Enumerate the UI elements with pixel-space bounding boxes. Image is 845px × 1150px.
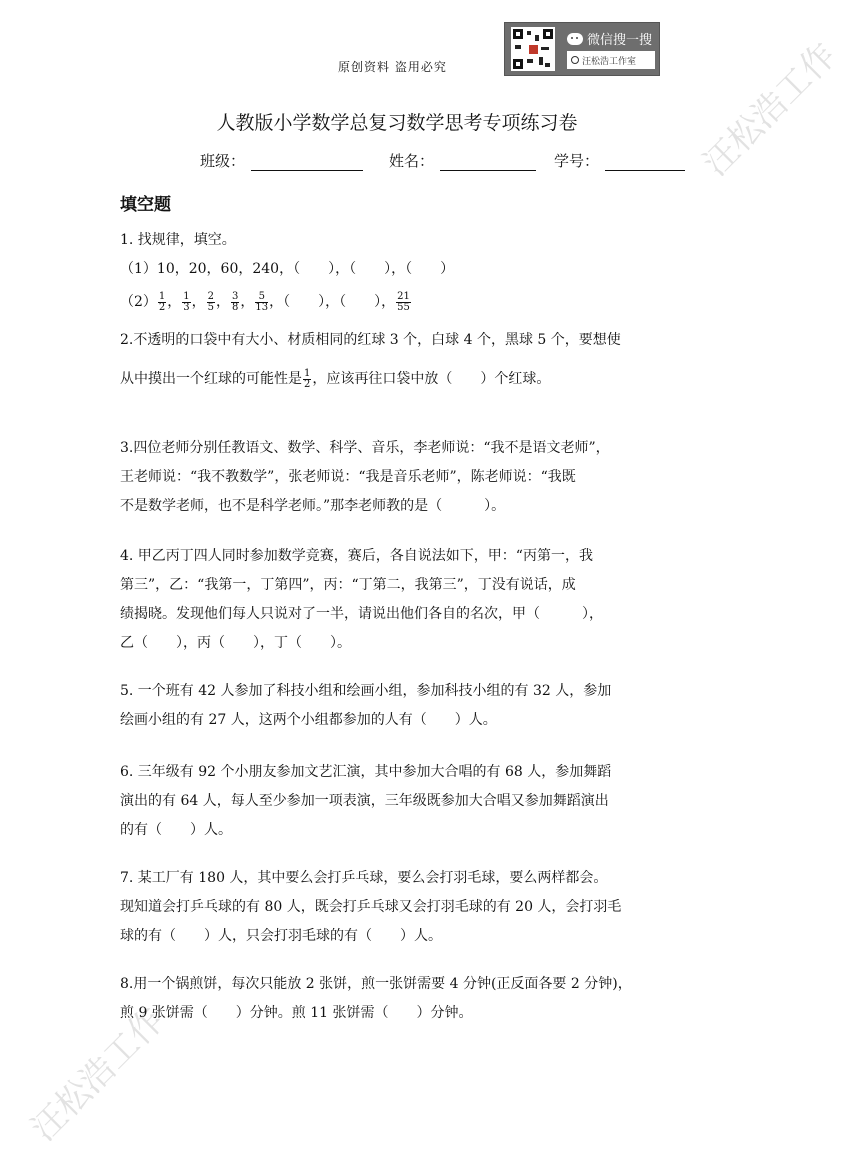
student-id-label: 学号： [554, 152, 600, 170]
q4-line3: 绩揭晓。发现他们每人只说对了一半，请说出他们各自的名次，甲（ ）， [120, 606, 603, 622]
q1-fraction: $\frac{5}{13}$ [255, 290, 269, 313]
question-6 [120, 758, 680, 845]
q2-line1: 2.不透明的口袋中有大小、材质相同的红球 3 个，白球 4 个，黑球 5 个，要想使 [120, 332, 621, 348]
name-blank[interactable] [440, 154, 536, 171]
q7-line3: 球的有（ ）人，只会打羽毛球的有（ ）人。 [120, 928, 442, 944]
search-icon [571, 56, 579, 64]
q8-line1: 8.用一个锅煎饼，每次只能放 2 张饼，煎一张饼需要 4 分钟(正反面各要 2 分钟)， [120, 976, 632, 992]
q5-line2: 绘画小组的有 27 人，这两个小组都参加的人有（ ）人。 [120, 712, 497, 728]
watermark-top-right: 汪松浩工作 [695, 35, 845, 184]
q1-stem: 1. 找规律，填空。 [120, 232, 236, 248]
q1-fraction: $\frac{2}{5}$ [207, 290, 215, 313]
header-note: 原创资料 盗用必究 [338, 60, 447, 74]
badge-title: 微信搜一搜 [587, 33, 653, 48]
q2-line2-text-b: ，应该再往口袋中放（ ）个红球。 [312, 371, 551, 387]
question-7 [120, 864, 680, 951]
q7-line1: 7. 某工厂有 180 人，其中要么会打乒乓球，要么会打羽毛球，要么两样都会。 [120, 870, 608, 886]
q6-line1: 6. 三年级有 92 个小朋友参加文艺汇演，其中参加大合唱的有 68 人，参加舞蹈 [120, 764, 612, 780]
q1-fraction: $\frac{3}{8}$ [232, 290, 239, 313]
q8-line2: 煎 9 张饼需（ ）分钟。煎 11 张饼需（ ）分钟。 [120, 1005, 473, 1021]
question-3 [120, 434, 680, 521]
document-title: 人教版小学数学总复习数学思考专项练习卷 [216, 112, 578, 134]
q4-line2: 第三”，乙：“我第一，丁第四”，丙：“丁第二，我第三”，丁没有说话，成 [120, 577, 576, 593]
wechat-search-badge[interactable] [504, 22, 660, 76]
q1-fraction: $\frac{1}{3}$ [183, 290, 190, 313]
q2-fraction: $\frac{1}{2}$ [304, 367, 311, 390]
class-field [200, 150, 363, 171]
q7-line2: 现知道会打乒乓球的有 80 人，既会打乒乓球又会打羽毛球的有 20 人，会打羽毛 [120, 899, 622, 915]
student-id-field [554, 150, 685, 171]
qr-center-logo [529, 45, 538, 54]
q4-line4: 乙（ ），丙（ ），丁（ ）。 [120, 635, 351, 651]
q1-fraction: $\frac{1}{2}$ [158, 290, 166, 313]
section-title: 填空题 [120, 195, 171, 215]
q1-fraction: $\frac{21}{55}$ [397, 290, 410, 313]
class-label: 班级： [200, 152, 246, 170]
wechat-icon [567, 33, 583, 45]
q3-line3: 不是数学老师，也不是科学老师。”那李老师教的是（ ）。 [120, 498, 506, 514]
name-label: 姓名： [389, 152, 435, 170]
question-5 [120, 677, 680, 735]
q1-part2: （2） $\frac{1}{2}$ ， $\frac{1}{3}$ ， $\frac{2}{5}$ ， $\frac{3}{8}$ ， $\frac{5}{13}$ ，（ ），（ ）， $\frac{21}{55}$ [120, 290, 410, 313]
question-1 [120, 226, 680, 317]
watermark-bottom-left: 汪松浩工作 [23, 1000, 173, 1149]
question-4 [120, 542, 680, 658]
q4-line1: 4. 甲乙丙丁四人同时参加数学竞赛，赛后，各自说法如下，甲：“丙第一，我 [120, 548, 593, 564]
class-blank[interactable] [251, 154, 363, 171]
q5-line1: 5. 一个班有 42 人参加了科技小组和绘画小组，参加科技小组的有 32 人，参加 [120, 683, 612, 699]
student-info-fields [200, 150, 685, 171]
q1-part2-prefix: （2） [120, 294, 157, 310]
student-id-blank[interactable] [605, 154, 685, 171]
question-8 [120, 970, 680, 1028]
q2-line2-text-a: 从中摸出一个红球的可能性是 [120, 371, 302, 387]
q3-line2: 王老师说：“我不教数学”，张老师说：“我是音乐老师”，陈老师说：“我既 [120, 469, 576, 485]
q6-line3: 的有（ ）人。 [120, 822, 232, 838]
badge-search-box[interactable] [567, 51, 655, 69]
q2-line2 [120, 365, 680, 394]
q1-part2-blanks: ，（ ），（ ）， [269, 294, 396, 310]
question-2 [120, 326, 680, 394]
q3-line1: 3.四位老师分别任教语文、数学、科学、音乐，李老师说：“我不是语文老师”， [120, 440, 610, 456]
name-field [389, 150, 536, 171]
qr-code-icon [511, 27, 555, 71]
q6-line2: 演出的有 64 人，每人至少参加一项表演，三年级既参加大合唱又参加舞蹈演出 [120, 793, 609, 809]
q1-part1: （1）10，20，60，240，（ ），（ ），（ ） [120, 261, 455, 277]
badge-search-text: 汪松浩工作室 [582, 56, 637, 67]
